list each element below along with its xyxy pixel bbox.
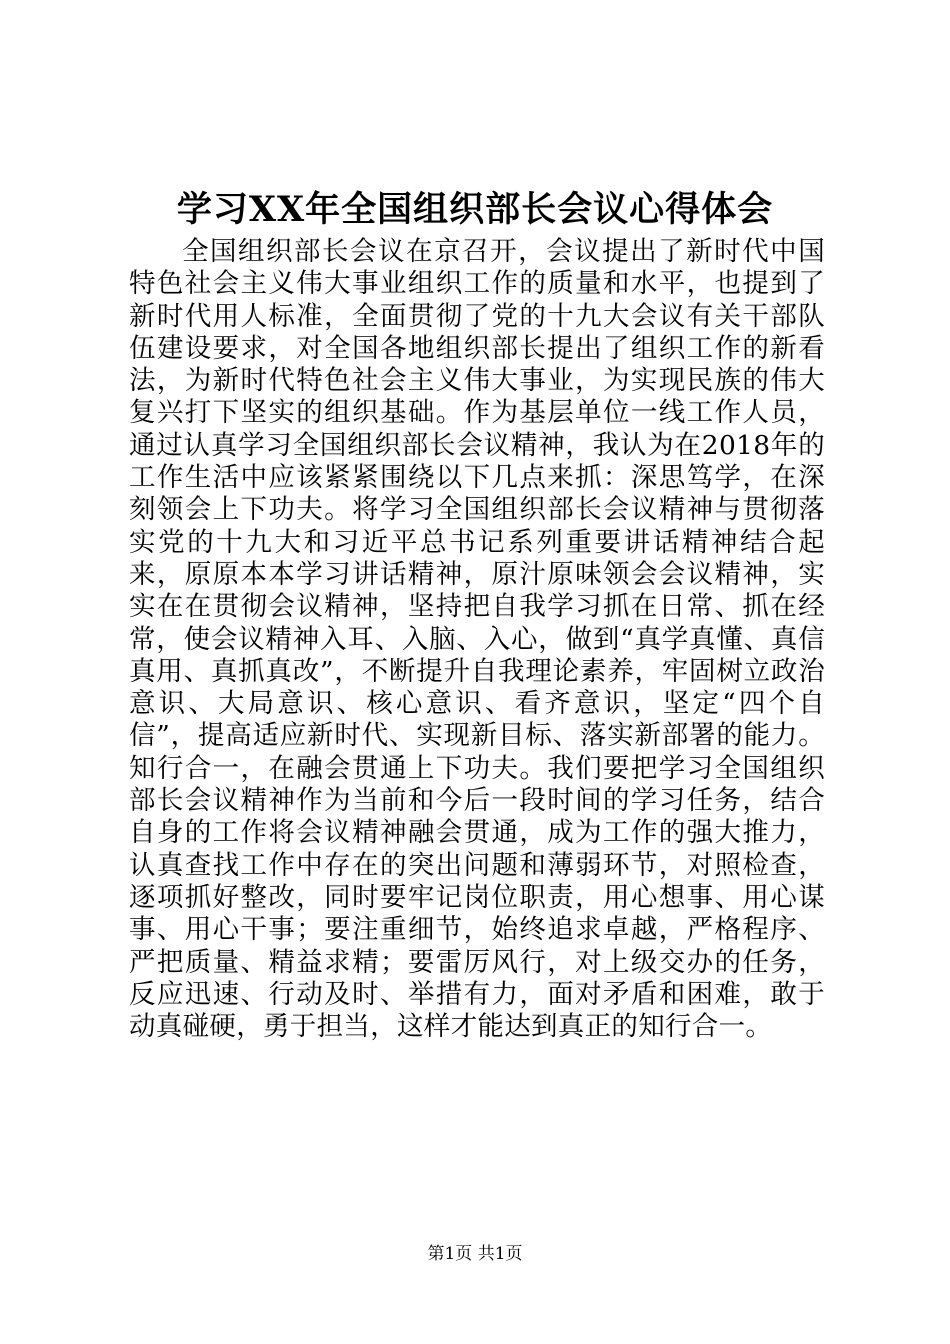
document-body-paragraph: 全国组织部长会议在京召开，会议提出了新时代中国特色社会主义伟大事业组织工作的质量和水平，也提到了新时代用人标准，全面贯彻了党的十九大会议有关干部队伍建设要求，对全国各地组织部长提出了组织工作的新看法，为新时代特色社会主义伟大事业，为实现民族的伟大复兴打下坚实的组织基础。作为基层单位一线工作人员，通过认真学习全国组织部长会议精神，我认为在2018年的工作生活中应该紧紧围绕以下几点来抓：深思笃学，在深刻领会上下功夫。将学习全国组织部长会议精神与贯彻落实党的十九大和习近平总书记系列重要讲话精神结合起来，原原本本学习讲话精神，原汁原味领会会议精神，实实在在贯彻会议精神，坚持把自我学习抓在日常、抓在经常，使会议精神入耳、入脑、入心，做到“真学真懂、真信真用、真抓真改”，不断提升自我理论素养，牢固树立政治意识、大局意识、核心意识、看齐意识，坚定“四个自信”，提高适应新时代、实现新目标、落实新部署的能力。知行合一，在融会贯通上下功夫。我们要把学习全国组织部长会议精神作为当前和今后一段时间的学习任务，结合自身的工作将会议精神融会贯通，成为工作的强大推力，认真查找工作中存在的突出问题和薄弱环节，对照检查，逐项抓好整改，同时要牢记岗位职责，用心想事、用心谋事、用心干事；要注重细节，始终追求卓越，严格程序、严把质量、精益求精；要雷厉风行，对上级交办的任务，反应迅速、行动及时、举措有力，面对矛盾和困难，敢于动真碰硬，勇于担当，这样才能达到真正的知行合一。 [129, 236, 825, 1043]
document-title: 学习XX年全国组织部长会议心得体会 [176, 189, 774, 230]
page-number-footer: 第1页 共1页 [427, 1244, 523, 1264]
